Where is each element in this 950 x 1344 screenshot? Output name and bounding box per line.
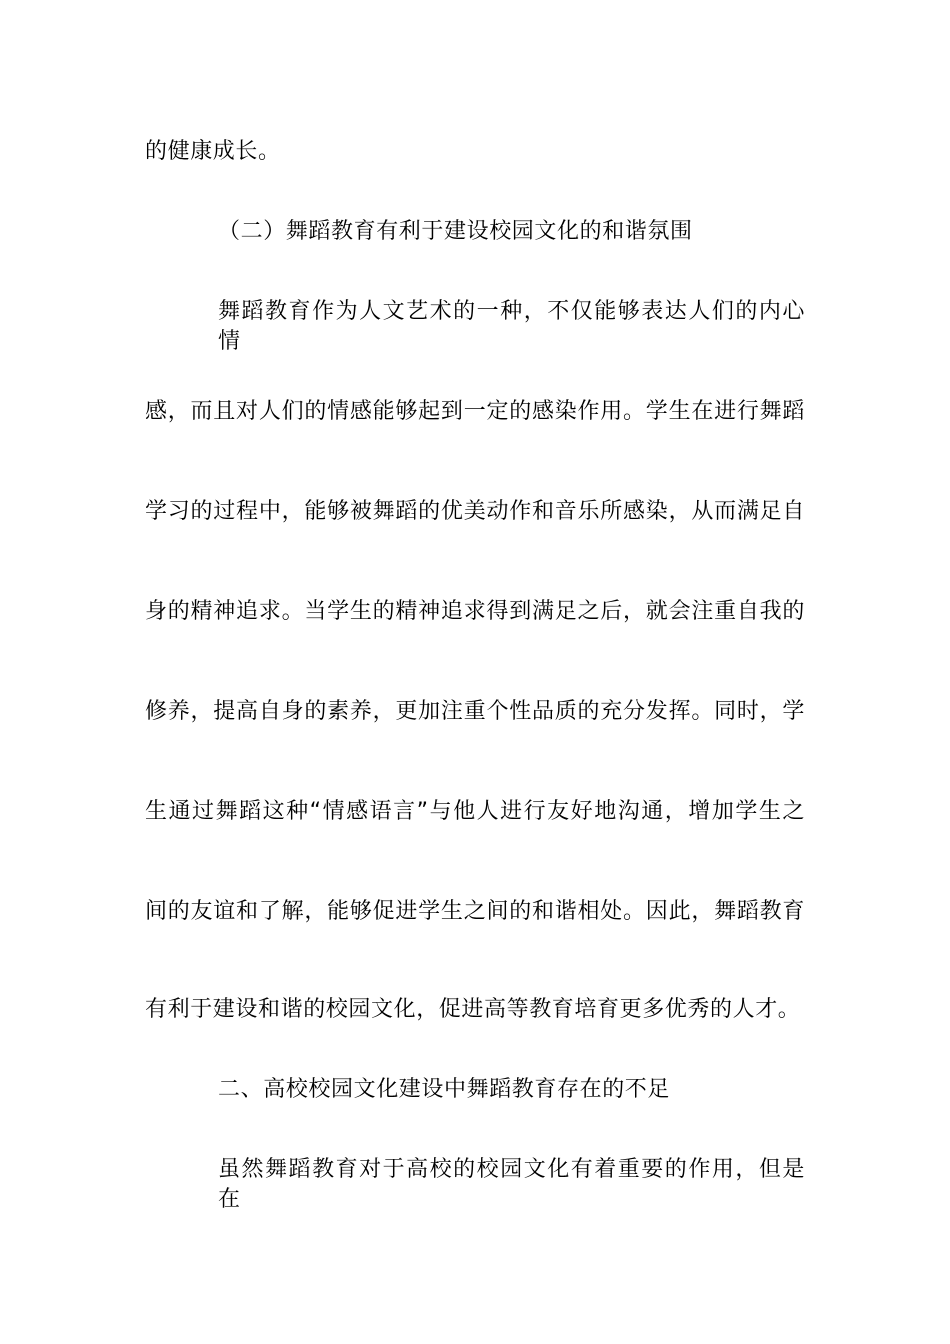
paragraph-line: 学习的过程中，能够被舞蹈的优美动作和音乐所感染，从而满足自	[145, 499, 805, 524]
section-heading-2: 二、高校校园文化建设中舞蹈教育存在的不足	[218, 1077, 671, 1102]
paragraph-line: 舞蹈教育作为人文艺术的一种，不仅能够表达人们的内心情	[218, 299, 805, 354]
section-heading-subsection-2: （二）舞蹈教育有利于建设校园文化的和谐氛围	[218, 219, 693, 244]
paragraph-ending-line: 的健康成长。	[145, 139, 281, 164]
paragraph-line: 身的精神追求。当学生的精神追求得到满足之后，就会注重自我的	[145, 599, 805, 624]
paragraph-line: 间的友谊和了解，能够促进学生之间的和谐相处。因此，舞蹈教育	[145, 899, 805, 924]
paragraph-line: 虽然舞蹈教育对于高校的校园文化有着重要的作用，但是在	[218, 1157, 805, 1212]
paragraph-ending-line: 有利于建设和谐的校园文化，促进高等教育培育更多优秀的人才。	[145, 997, 801, 1022]
paragraph-line: 生通过舞蹈这种“情感语言”与他人进行友好地沟通，增加学生之	[145, 799, 805, 824]
paragraph-line: 感，而且对人们的情感能够起到一定的感染作用。学生在进行舞蹈	[145, 399, 805, 424]
paragraph-line: 修养，提高自身的素养，更加注重个性品质的充分发挥。同时，学	[145, 699, 805, 724]
